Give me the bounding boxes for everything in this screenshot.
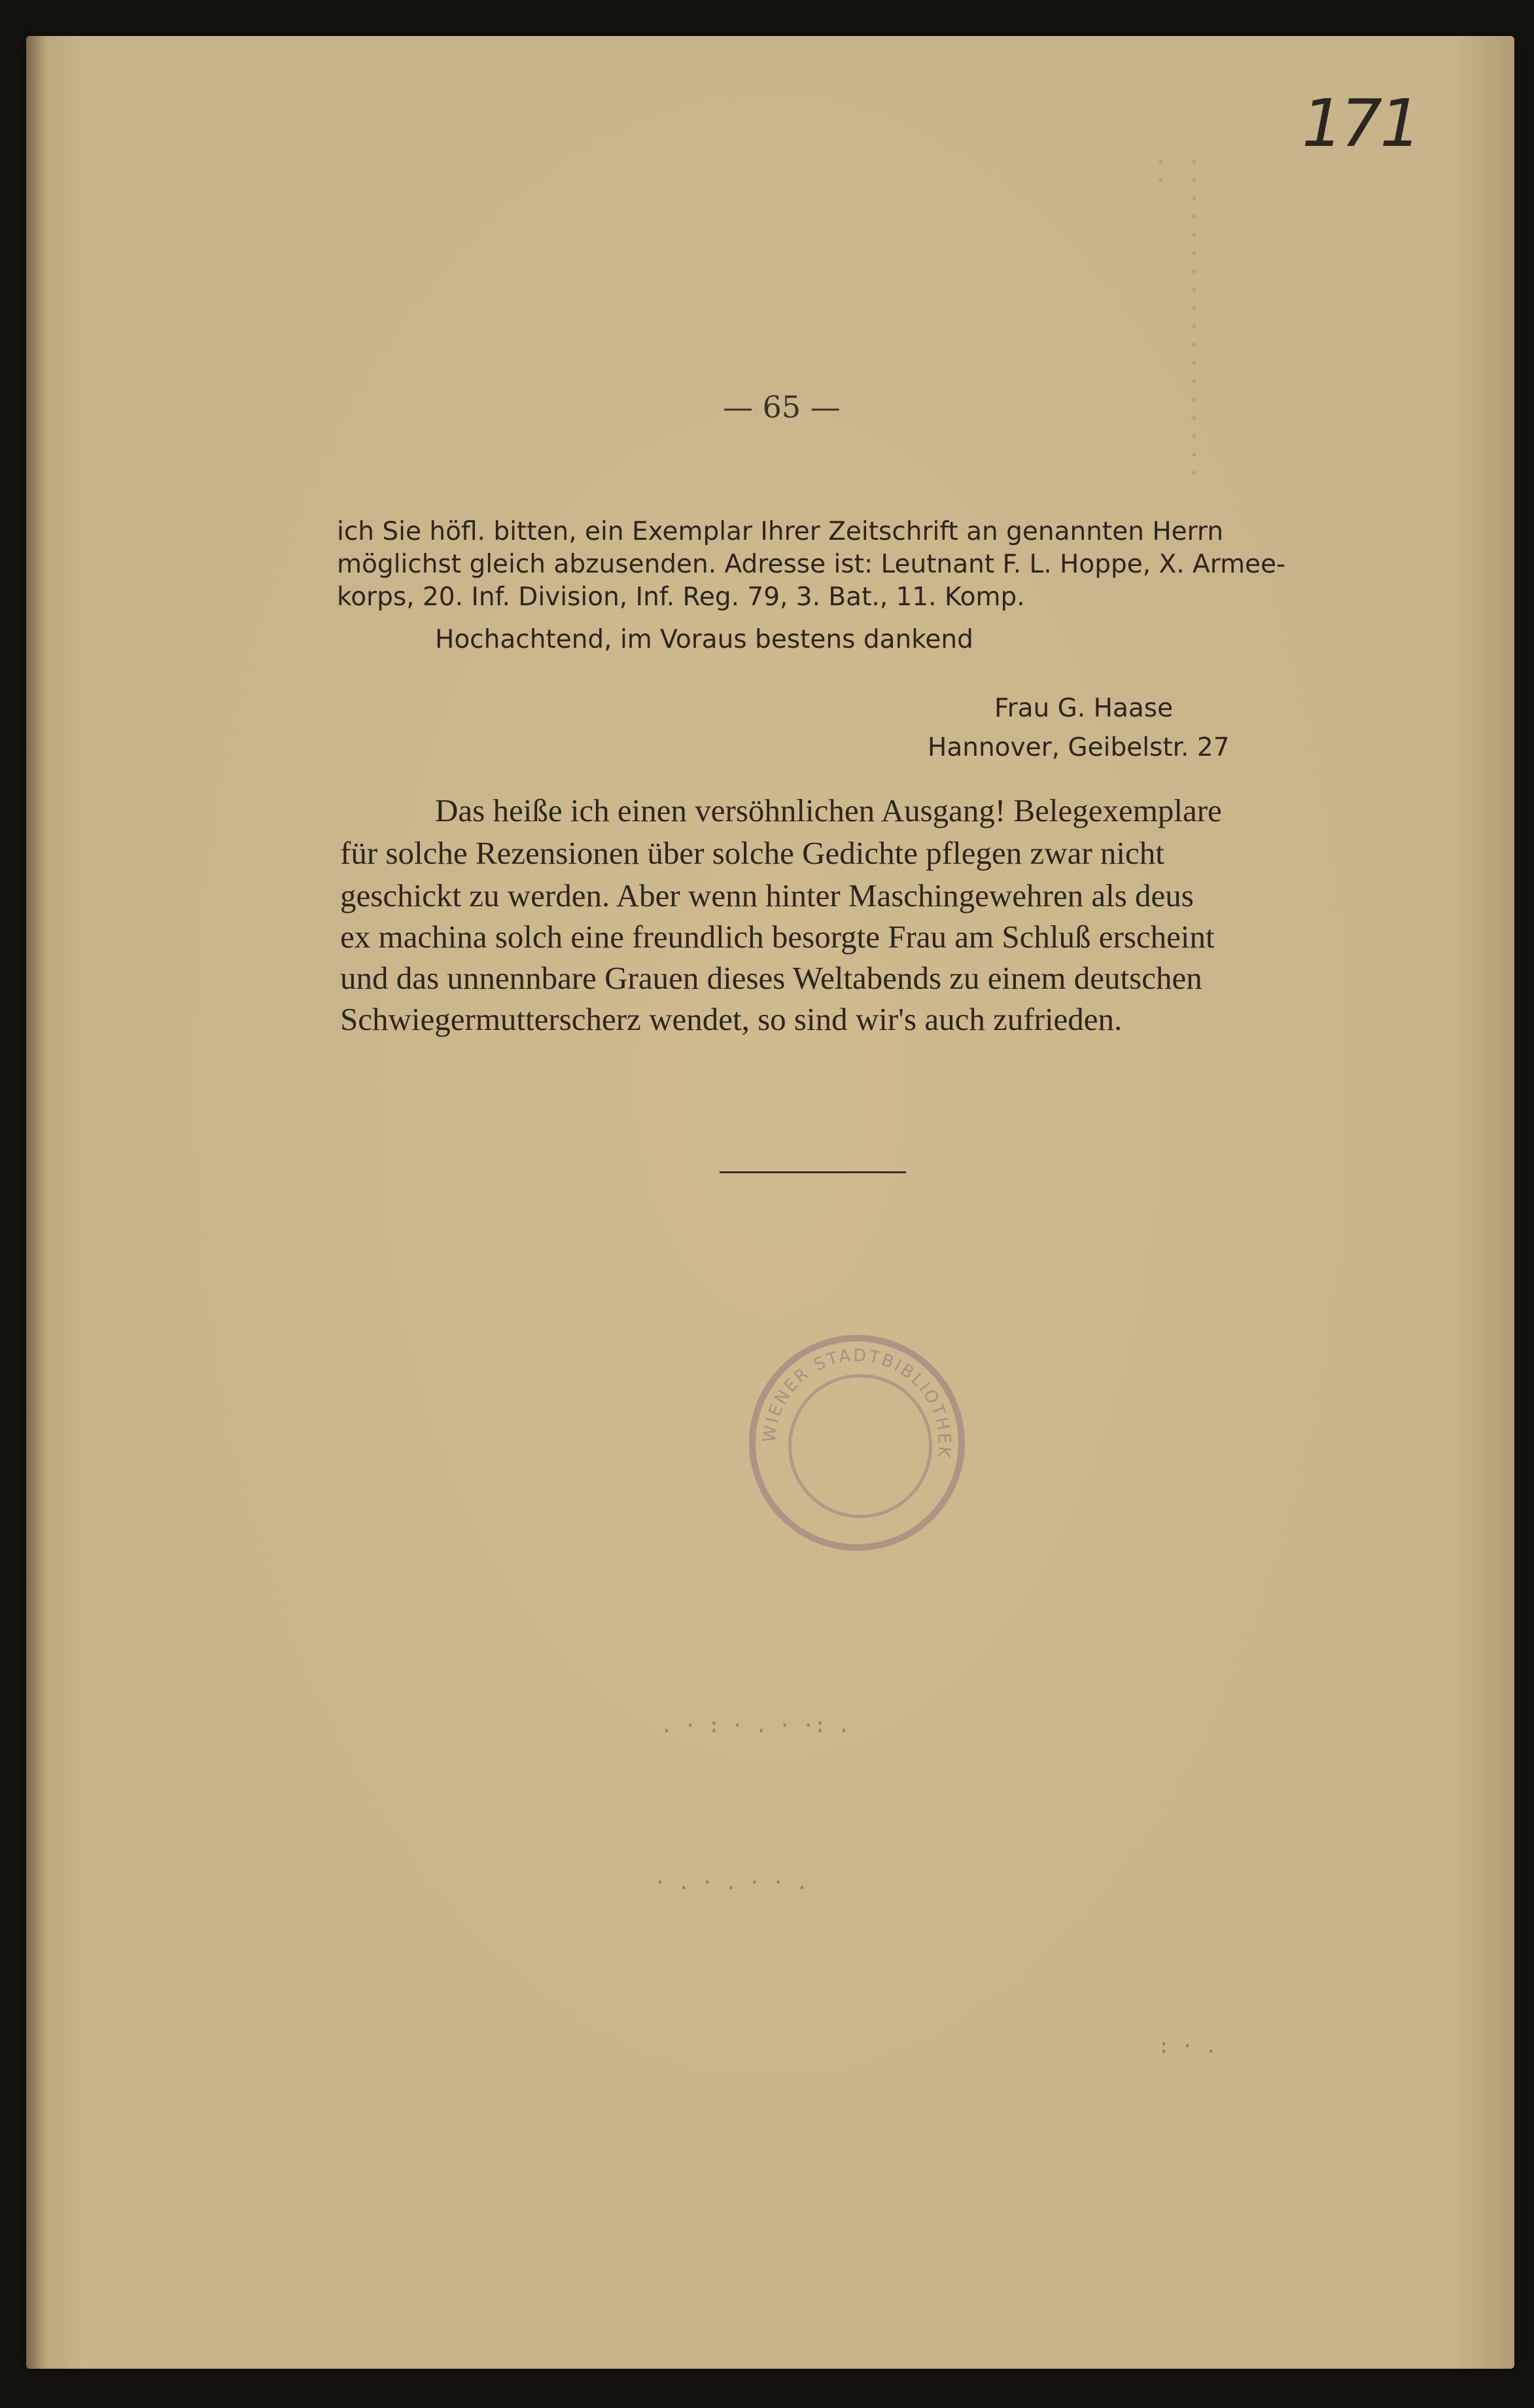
body-line-2: für solche Rezensionen über solche Gedichte pflegen zwar nicht <box>340 835 1164 871</box>
signature-name: Frau G. Haase <box>994 694 1174 723</box>
folio-number: 171 <box>1302 85 1419 162</box>
library-stamp <box>749 1335 965 1551</box>
page-number: — 65 — <box>723 389 841 425</box>
paper-specks: : · . <box>1158 2035 1217 2058</box>
signature-address: Hannover, Geibelstr. 27 <box>928 733 1230 762</box>
body-line-3: geschickt zu werden. Aber wenn hinter Maschingewehren als deus <box>340 877 1194 913</box>
stamp-inner-ring <box>788 1374 932 1518</box>
body-line-5: und das unnennbare Grauen dieses Weltabends zu einem deutschen <box>340 960 1202 996</box>
paper-specks: · . · . · · . <box>654 1871 808 1894</box>
letter-salutation: Hochachtend, im Voraus bestens dankend <box>435 625 973 654</box>
section-divider <box>720 1171 906 1173</box>
paper-specks: . · : · . · ·: . <box>661 1714 850 1737</box>
letter-line-1: ich Sie höfl. bitten, ein Exemplar Ihrer Zeitschrift an genannten Herrn <box>337 517 1224 546</box>
body-line-6: Schwiegermutterscherz wendet, so sind wir's auch zufrieden. <box>340 1001 1123 1037</box>
svg-text:WIENER STADTBIBLIOTHEK: WIENER STADTBIBLIOTHEK <box>759 1345 954 1461</box>
show-through-text: · · · · · · · · · · · · · · · · · · · · <box>1143 157 1210 478</box>
book-page <box>26 36 1514 2369</box>
body-line-4: ex machina solch eine freundlich besorgte Frau am Schluß erscheint <box>340 919 1215 955</box>
letter-line-3: korps, 20. Inf. Division, Inf. Reg. 79, 3. Bat., 11. Komp. <box>337 582 1025 612</box>
letter-line-2: möglichst gleich abzusenden. Adresse ist: Leutnant F. L. Hoppe, X. Armee- <box>337 550 1286 579</box>
body-line-1: Das heiße ich einen versöhnlichen Ausgang! Belegexemplare <box>435 792 1222 828</box>
binding-shadow <box>26 36 46 2369</box>
